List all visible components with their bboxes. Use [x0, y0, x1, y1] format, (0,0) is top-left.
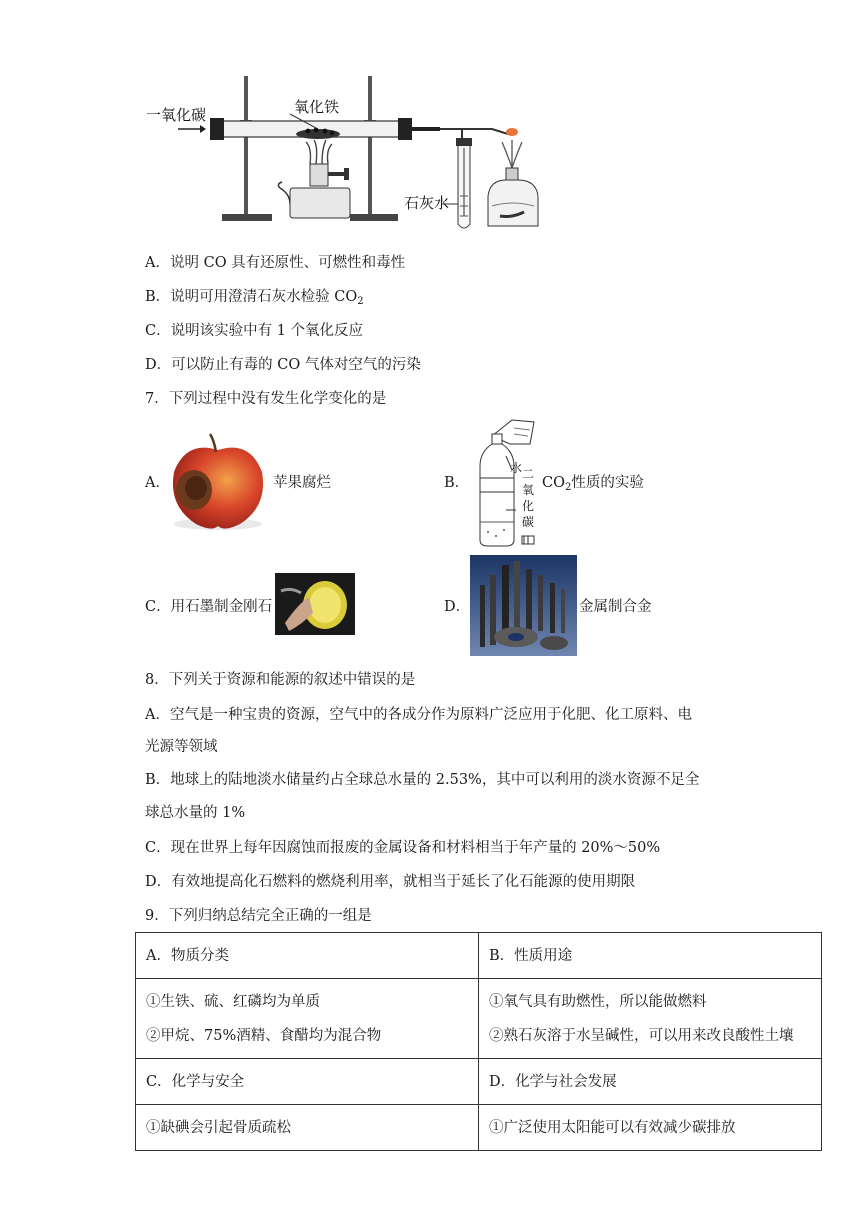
- q7-option-d-caption: 金属制合金: [579, 599, 652, 615]
- label-co: 一氧化碳: [146, 106, 207, 124]
- metal-alloy-image: [470, 555, 577, 656]
- rotten-apple-image: [166, 432, 270, 532]
- q8-stem: 8．下列关于资源和能源的叙述中错误的是: [145, 672, 416, 688]
- cell-c-items: ①缺碘会引起骨质疏松: [136, 1105, 479, 1151]
- q7-option-b-letter: B．: [444, 475, 470, 491]
- q9-summary-table: [135, 932, 822, 1151]
- q6-option-b: B．说明可用澄清石灰水检验 $CO_2$: [145, 289, 364, 307]
- q8-option-a-line1: A．空气是一种宝贵的资源，空气中的各成分作为原料广泛应用于化肥、化工原料、电: [145, 707, 692, 723]
- cell-b-head: B．性质用途: [479, 933, 822, 979]
- q8-option-c: C．现在世界上每年因腐蚀而报废的金属设备和材料相当于年产量的 20%～50%: [145, 840, 661, 856]
- q7-option-d-letter: D．: [444, 599, 471, 615]
- q7-option-a-caption: 苹果腐烂: [273, 475, 331, 491]
- label-limewater: 石灰水: [404, 194, 450, 212]
- bottle-label-co2-3: 化: [522, 499, 535, 513]
- q7-stem: 7．下列过程中没有发生化学变化的是: [145, 391, 387, 407]
- q8-option-b-line2: 球总水量的 1%: [145, 805, 246, 821]
- q8-option-d: D．有效地提高化石燃料的燃烧利用率，就相当于延长了化石能源的使用期限: [145, 874, 636, 890]
- label-fe2o3: 氧化铁: [294, 98, 340, 116]
- q7-option-a-letter: A．: [145, 475, 170, 491]
- bottle-label-co2-1: 二: [522, 467, 535, 481]
- q6-option-c: C．说明该实验中有 1 个氧化反应: [145, 323, 364, 339]
- cell-d-head: D．化学与社会发展: [479, 1059, 822, 1105]
- q6-option-d: D．可以防止有毒的 CO 气体对空气的污染: [145, 357, 421, 373]
- q8-option-b-line1: B．地球上的陆地淡水储量约占全球总水量的 2.53%，其中可以利用的淡水资源不足全: [145, 772, 700, 788]
- co-reduction-apparatus-figure: [140, 76, 565, 236]
- cell-d-items: ①广泛使用太阳能可以有效减少碳排放: [479, 1105, 822, 1151]
- q8-option-a-line2: 光源等领域: [145, 739, 218, 755]
- bottle-label-water: 水: [510, 461, 523, 475]
- cell-a-head: A．物质分类: [136, 933, 479, 979]
- cell-b-items: ①氧气具有助燃性，所以能做燃料 ②熟石灰溶于水呈碱性，可以用来改良酸性土壤: [479, 979, 822, 1059]
- co2-bottle-experiment-image: [462, 414, 540, 550]
- q7-option-c: C．用石墨制金刚石: [145, 599, 273, 615]
- q6-option-a: A．说明 CO 具有还原性、可燃性和毒性: [145, 255, 406, 271]
- graphite-to-diamond-image: [275, 573, 355, 635]
- cell-a-items: ①生铁、硫、红磷均为单质 ②甲烷、75%酒精、食醋均为混合物: [136, 979, 479, 1059]
- q7-option-b-caption: $CO_2$性质的实验: [542, 475, 644, 493]
- q9-stem: 9．下列归纳总结完全正确的一组是: [145, 908, 372, 924]
- cell-c-head: C．化学与安全: [136, 1059, 479, 1105]
- bottle-label-co2-4: 碳: [522, 515, 535, 529]
- bottle-label-co2-2: 氧: [522, 483, 535, 497]
